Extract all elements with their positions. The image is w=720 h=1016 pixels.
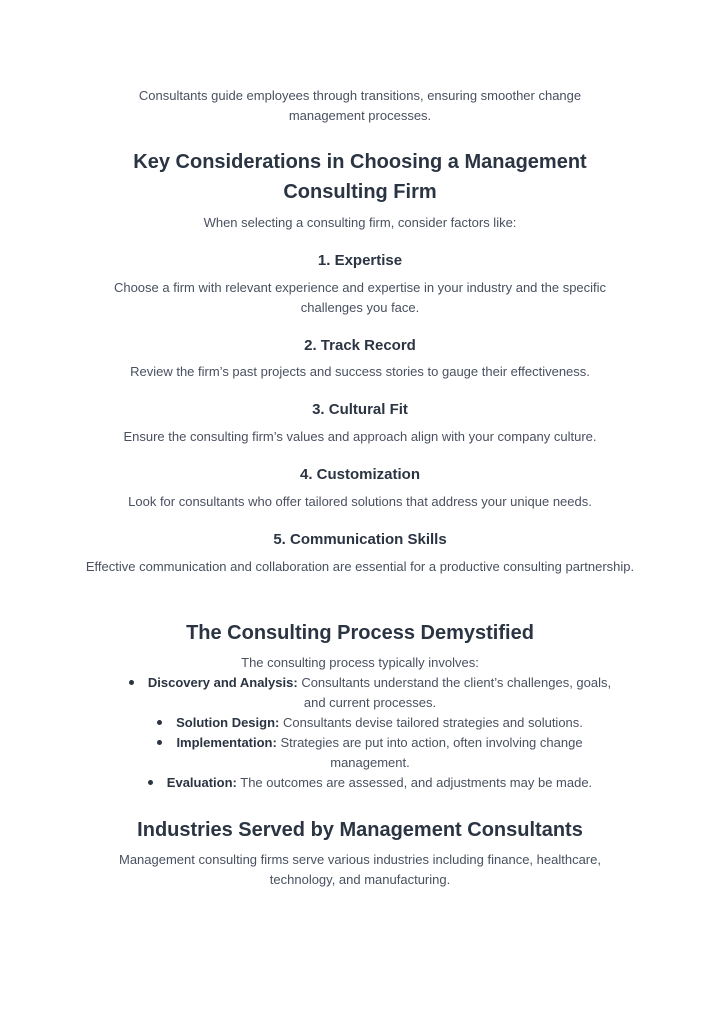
process-step-label: Solution Design:	[176, 715, 280, 730]
consideration-text: Review the firm’s past projects and success stories to gauge their effectiveness.	[130, 364, 590, 379]
process-step	[120, 733, 620, 773]
consideration-title: 1. Expertise	[317, 252, 403, 269]
consideration-text-wrap	[70, 362, 650, 382]
consideration-title: 5. Communication Skills	[273, 531, 447, 548]
industries-heading: Industries Served by Management Consultants	[137, 819, 583, 841]
process-lead-wrap	[80, 653, 640, 673]
process-steps	[120, 673, 620, 793]
consideration-text: Choose a firm with relevant experience and expertise in your industry and the specific challenges you face.	[113, 280, 607, 315]
intro-section	[105, 86, 615, 126]
process-step-text: The outcomes are assessed, and adjustments may be made.	[240, 775, 593, 790]
process-step	[120, 673, 620, 713]
consideration-text-wrap	[70, 427, 650, 447]
considerations-heading: Key Considerations in Choosing a Management Consulting Firm	[133, 151, 587, 203]
process-step	[120, 713, 620, 733]
consideration-item-track-record	[80, 335, 640, 357]
process-step-text: Consultants devise tailored strategies and solutions.	[283, 715, 583, 730]
considerations-lead: When selecting a consulting firm, consider factors like:	[203, 215, 517, 230]
process-step-text: Strategies are put into action, often involving change management.	[280, 735, 583, 770]
consideration-title: 2. Track Record	[304, 337, 416, 354]
consideration-text-wrap	[100, 278, 620, 318]
process-step-text: Consultants understand the client’s challenges, goals, and current processes.	[301, 675, 612, 710]
consideration-item-expertise	[80, 250, 640, 272]
consideration-title: 4. Customization	[299, 466, 420, 483]
process-section	[80, 618, 640, 648]
bullet-icon	[157, 740, 162, 745]
process-step-label: Evaluation:	[166, 775, 237, 790]
industries-text-wrap	[85, 850, 635, 890]
industries-section	[80, 815, 640, 845]
consideration-title: 3. Cultural Fit	[312, 401, 408, 418]
consideration-text: Ensure the consulting firm’s values and approach align with your company culture.	[123, 429, 597, 444]
process-step-list	[120, 673, 620, 793]
consideration-item-cultural-fit	[80, 399, 640, 421]
intro-paragraph: Consultants guide employees through transitions, ensuring smoother change management processes.	[138, 88, 582, 123]
bullet-icon	[129, 680, 134, 685]
consideration-item-communication	[80, 529, 640, 551]
process-lead: The consulting process typically involves:	[241, 655, 479, 670]
consideration-text: Look for consultants who offer tailored solutions that address your unique needs.	[128, 494, 592, 509]
bullet-icon	[148, 780, 153, 785]
process-step-label: Discovery and Analysis:	[147, 675, 298, 690]
consideration-text-wrap	[70, 492, 650, 512]
bullet-icon	[157, 720, 162, 725]
consideration-text: Effective communication and collaboration are essential for a productive consulting partnership.	[85, 559, 635, 574]
consideration-item-customization	[80, 464, 640, 486]
industries-paragraph: Management consulting firms serve various industries including finance, healthcare, technology, and manufacturing.	[119, 852, 601, 887]
process-step	[120, 773, 620, 793]
considerations-lead-wrap	[80, 213, 640, 233]
process-heading: The Consulting Process Demystified	[186, 622, 534, 644]
process-step-label: Implementation:	[176, 735, 277, 750]
consideration-text-wrap	[80, 557, 640, 577]
considerations-section	[110, 147, 610, 207]
